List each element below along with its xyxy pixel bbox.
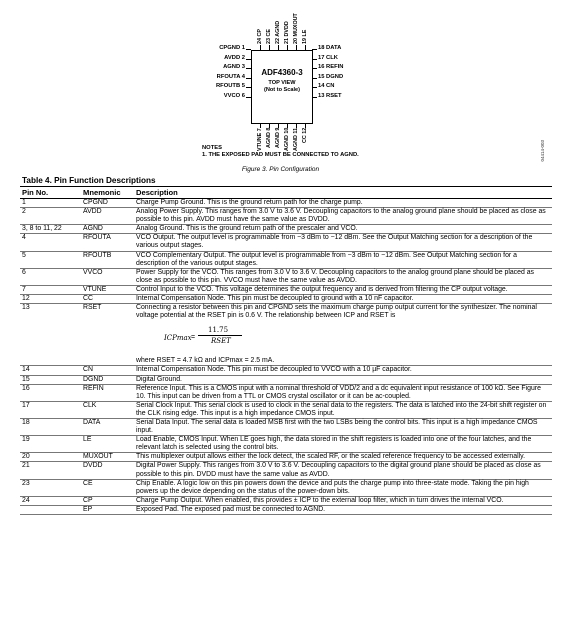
description-text: Connecting a resistor between this pin and CPGND sets the maximum charge pump output current for the synthesizer. The nominal voltage potential at the RSET pin is 0.6 V. The relationship between ICP and RSET is xyxy=(136,304,537,320)
description-text: Control Input to the VCO. This voltage determines the output frequency and is derived from filtering the CP output voltage. xyxy=(136,285,508,293)
pin-tick xyxy=(260,123,261,128)
table-row xyxy=(20,268,552,285)
table-row xyxy=(20,418,552,435)
left-pin-label: RFOUTA 4 xyxy=(216,73,245,80)
pin-number: 6 xyxy=(20,268,81,285)
pin-mnemonic: AGND xyxy=(81,225,134,234)
pin-mnemonic: CC xyxy=(81,295,134,304)
bottom-pin-label: CC 12 xyxy=(302,128,308,144)
pin-mnemonic: VVCO xyxy=(81,268,134,285)
table-row xyxy=(20,295,552,304)
pin-tick xyxy=(305,45,306,50)
pin-number: 16 xyxy=(20,384,81,401)
pin-description xyxy=(134,251,552,268)
description-text: Serial Data Input. The serial data is loaded MSB first with the two LSBs being the control bits. This input is a high impedance CMOS input. xyxy=(136,418,538,435)
description-text: Power Supply for the VCO. This ranges from 3.0 V to 3.6 V. Decoupling capacitors to the analog ground plane should be placed as close as possible to this pin. VVCO must have the same value as AVDD. xyxy=(136,268,534,284)
pin-description xyxy=(134,285,552,294)
pin-mnemonic: LE xyxy=(81,436,134,453)
description-text: Chip Enable. A logic low on this pin powers down the device and puts the charge pump into three-state mode. Taking the pin high powers up the device depending on the status of the power-down bits. xyxy=(136,479,529,495)
table-header-row xyxy=(20,187,552,199)
pin-tick xyxy=(278,45,279,50)
figure-id: 04414-003 xyxy=(540,140,545,162)
header-mnemonic: Mnemonic xyxy=(81,187,134,199)
top-pin-label: 19 LE xyxy=(302,29,308,44)
pin-mnemonic: CN xyxy=(81,366,134,375)
pin-description xyxy=(134,268,552,285)
top-pin-label: 20 MUXOUT xyxy=(293,13,299,44)
pin-description xyxy=(134,208,552,225)
pin-mnemonic: EP xyxy=(81,505,134,514)
pin-number: 12 xyxy=(20,295,81,304)
pin-number: 17 xyxy=(20,401,81,418)
pin-mnemonic: MUXOUT xyxy=(81,453,134,462)
pin-tick xyxy=(312,78,317,79)
pin-description xyxy=(134,366,552,375)
pin-tick xyxy=(287,45,288,50)
formula-numerator: 11.75 xyxy=(208,326,229,335)
description-text: Serial Clock Input. This serial clock is used to clock in the serial data to the registers. The data is latched into the 24-bit shift register on the CLK rising edge. This input is a high impedance CMOS input. xyxy=(136,401,547,417)
right-pin-label: 17 CLK xyxy=(318,54,338,61)
table-row xyxy=(20,234,552,251)
pin-tick xyxy=(269,45,270,50)
pin-description xyxy=(134,304,552,366)
rset-formula xyxy=(136,320,550,357)
pin-number: 5 xyxy=(20,251,81,268)
pin-mnemonic: REFIN xyxy=(81,384,134,401)
left-pin-label: RFOUTB 5 xyxy=(216,83,245,89)
pin-tick xyxy=(246,68,251,69)
description-text: VCO Complementary Output. The output level is programmable from −3 dBm to −12 dBm. See Output Matching section for a description of the various output stages. xyxy=(136,251,517,267)
pin-function-table xyxy=(20,186,552,515)
top-pin-label: 21 DVDD xyxy=(284,21,290,44)
description-text: Reference Input. This is a CMOS input with a nominal threshold of VDD/2 and a dc equivalent input resistance of 100 kΩ. See Figure 10. This input can be driven from a TTL or CMOS crystal oscillator or it can be ac-coupled. xyxy=(136,384,541,400)
table-title: Table 4. Pin Function Descriptions xyxy=(22,176,156,185)
description-text: Charge Pump Output. When enabled, this provides ± ICP to the external loop filter, which in turn drives the internal VCO. xyxy=(136,496,504,504)
pin-mnemonic: RSET xyxy=(81,304,134,366)
pin-number: 18 xyxy=(20,418,81,435)
description-text: Digital Ground. xyxy=(136,375,182,383)
pin-number xyxy=(20,505,81,514)
pin-mnemonic: CPGND xyxy=(81,199,134,208)
chip-name: ADF4360-3 xyxy=(261,68,303,77)
right-pin-label: 13 RSET xyxy=(318,92,342,99)
chip-scale-label: (Not to Scale) xyxy=(263,87,301,93)
pin-description xyxy=(134,401,552,418)
formula-fraction-bar xyxy=(198,335,242,336)
pin-number: 1 xyxy=(20,199,81,208)
header-description: Description xyxy=(134,187,552,199)
pin-description xyxy=(134,384,552,401)
description-note: where RSET = 4.7 kΩ and ICPmax = 2.5 mA. xyxy=(136,357,275,365)
pin-tick xyxy=(246,87,251,88)
description-text: Exposed Pad. The exposed pad must be connected to AGND. xyxy=(136,505,326,513)
pin-mnemonic: DGND xyxy=(81,375,134,384)
pin-tick xyxy=(269,123,270,128)
left-pin-label: AVDD 2 xyxy=(224,54,245,61)
pin-tick xyxy=(312,87,317,88)
table-row xyxy=(20,384,552,401)
pin-tick xyxy=(278,123,279,128)
pin-description xyxy=(134,505,552,514)
table-row xyxy=(20,436,552,453)
left-pin-label: CPGND 1 xyxy=(219,45,245,51)
pin-number: 3, 8 to 11, 22 xyxy=(20,225,81,234)
pin-tick xyxy=(246,78,251,79)
pin-tick xyxy=(296,45,297,50)
formula-equals: = xyxy=(191,334,196,342)
pin-description xyxy=(134,375,552,384)
notes-text: 1. THE EXPOSED PAD MUST BE CONNECTED TO AGND. xyxy=(202,152,359,158)
pin-tick xyxy=(312,49,317,50)
table-row xyxy=(20,375,552,384)
description-text: This multiplexer output allows either the lock detect, the scaled RF, or the scaled reference frequency to be accessed externally. xyxy=(136,453,526,461)
right-pin-label: 18 DATA xyxy=(318,45,342,51)
pin-description xyxy=(134,462,552,479)
table-row xyxy=(20,304,552,366)
description-text: Internal Compensation Node. This pin must be decoupled to ground with a 10 nF capacitor. xyxy=(136,295,414,303)
description-text: Internal Compensation Node. This pin must be decoupled to VVCO with a 10 µF capacitor. xyxy=(136,366,412,374)
top-pin-label: 23 CE xyxy=(266,29,272,44)
pin-mnemonic: CLK xyxy=(81,401,134,418)
pin-mnemonic: AVDD xyxy=(81,208,134,225)
pin-description xyxy=(134,496,552,505)
table-row xyxy=(20,479,552,496)
chip-view-label: TOP VIEW xyxy=(268,80,296,86)
header-pin-no: Pin No. xyxy=(20,187,81,199)
pin-description xyxy=(134,199,552,208)
bottom-pin-label: AGND 10 xyxy=(284,128,290,152)
table-row xyxy=(20,251,552,268)
pin-mnemonic: DVDD xyxy=(81,462,134,479)
pin-tick xyxy=(246,97,251,98)
right-pin-label: 16 REFIN xyxy=(318,64,344,70)
table-row xyxy=(20,208,552,225)
table-row xyxy=(20,199,552,208)
pin-description xyxy=(134,295,552,304)
pin-number: 24 xyxy=(20,496,81,505)
pin-tick xyxy=(246,49,251,50)
table-row xyxy=(20,453,552,462)
pin-description xyxy=(134,436,552,453)
table-row xyxy=(20,366,552,375)
formula-lhs: ICPmax xyxy=(164,334,192,343)
description-text: Analog Ground. This is the ground return path of the prescaler and VCO. xyxy=(136,225,358,233)
bottom-pin-label: VTUNE 7 xyxy=(257,128,263,151)
pin-tick xyxy=(312,97,317,98)
pin-tick xyxy=(246,59,251,60)
pin-tick xyxy=(312,59,317,60)
bottom-pin-label: AGND 9 xyxy=(275,128,281,149)
table-row xyxy=(20,401,552,418)
top-pin-label: 22 AGND xyxy=(275,20,281,44)
pin-tick xyxy=(305,123,306,128)
left-pin-label: VVCO 6 xyxy=(223,92,245,99)
table-row xyxy=(20,496,552,505)
figure-caption: Figure 3. Pin Configuration xyxy=(241,166,320,173)
pin-mnemonic: CE xyxy=(81,479,134,496)
bottom-pin-label: AGND 8 xyxy=(266,128,272,149)
pin-configuration-figure xyxy=(0,0,561,175)
pin-description xyxy=(134,453,552,462)
pin-number: 23 xyxy=(20,479,81,496)
pin-number: 14 xyxy=(20,366,81,375)
pin-tick xyxy=(312,68,317,69)
pin-number: 21 xyxy=(20,462,81,479)
pin-number: 2 xyxy=(20,208,81,225)
description-text: Charge Pump Ground. This is the ground return path for the charge pump. xyxy=(136,199,363,206)
pin-tick xyxy=(287,123,288,128)
pin-description xyxy=(134,418,552,435)
pin-mnemonic: RFOUTA xyxy=(81,234,134,251)
table-row xyxy=(20,462,552,479)
pin-number: 4 xyxy=(20,234,81,251)
chip-package xyxy=(251,50,313,124)
pin-number: 15 xyxy=(20,375,81,384)
pin-number: 7 xyxy=(20,285,81,294)
pin-tick xyxy=(296,123,297,128)
notes-heading: NOTES xyxy=(202,145,222,151)
description-text: Digital Power Supply. This ranges from 3.0 V to 3.6 V. Decoupling capacitors to the digital ground plane should be placed as close as possible to this pin. DVDD must have the same value as AVDD. xyxy=(136,462,541,478)
formula-denominator: RSET xyxy=(211,337,231,346)
table-row xyxy=(20,225,552,234)
bottom-pin-label: AGND 11 xyxy=(293,128,299,152)
pin-description xyxy=(134,234,552,251)
pin-mnemonic: VTUNE xyxy=(81,285,134,294)
pin-tick xyxy=(260,45,261,50)
top-pin-label: 24 CP xyxy=(257,29,263,44)
pin-number: 20 xyxy=(20,453,81,462)
pin-mnemonic: DATA xyxy=(81,418,134,435)
pin-mnemonic: CP xyxy=(81,496,134,505)
pin-number: 13 xyxy=(20,304,81,366)
table-row xyxy=(20,285,552,294)
description-text: Load Enable, CMOS Input. When LE goes high, the data stored in the shift registers is loaded into one of the four latches, and the relevant latch is selected using the control bits. xyxy=(136,436,532,452)
table-row xyxy=(20,505,552,514)
pin-number: 19 xyxy=(20,436,81,453)
left-pin-label: AGND 3 xyxy=(223,64,245,70)
right-pin-label: 15 DGND xyxy=(318,73,344,80)
pin-description xyxy=(134,225,552,234)
description-text: Analog Power Supply. This ranges from 3.0 V to 3.6 V. Decoupling capacitors to the analog ground plane should be placed as close as possible to this pin. AVDD must have the same value as DVDD. xyxy=(136,208,546,224)
pin-description xyxy=(134,479,552,496)
right-pin-label: 14 CN xyxy=(318,83,335,89)
description-text: VCO Output. The output level is programmable from −3 dBm to −12 dBm. See the Output Matching section for a description of the various output stages. xyxy=(136,234,533,250)
pin-mnemonic: RFOUTB xyxy=(81,251,134,268)
